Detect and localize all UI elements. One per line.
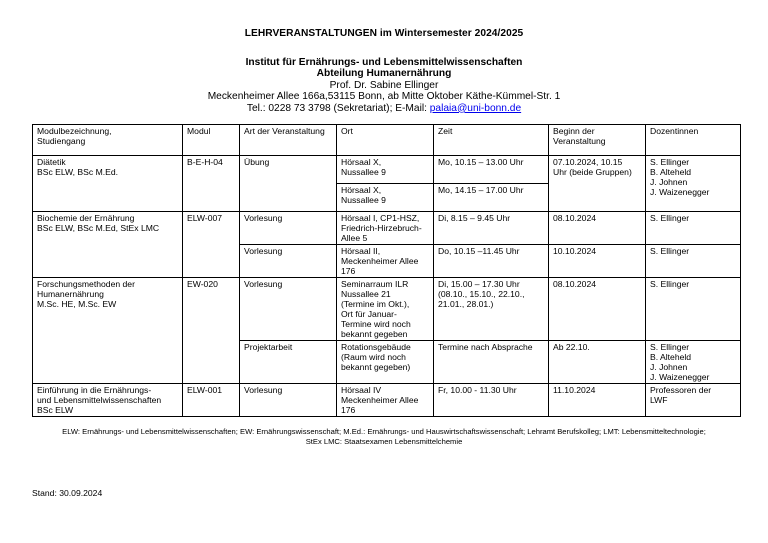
column-header: Ort <box>337 125 434 156</box>
cell-event-type: Übung <box>240 156 337 212</box>
table-header-row <box>33 125 741 156</box>
cell-lecturers: S. Ellinger B. Alteheld J. Johnen J. Waizenegger <box>646 156 741 212</box>
cell-event-type: Vorlesung <box>240 212 337 245</box>
cell-location: Hörsaal I, CP1-HSZ, Friedrich-Hirzebruch- Allee 5 <box>337 212 434 245</box>
cell-lecturers: S. Ellinger <box>646 212 741 245</box>
cell-time: Mo, 10.15 – 13.00 Uhr <box>434 156 549 184</box>
cell-location: Rotationsgebäude (Raum wird noch bekannt gegeben) <box>337 341 434 384</box>
cell-time: Di, 8.15 – 9.45 Uhr <box>434 212 549 245</box>
table-row <box>33 212 741 245</box>
footnote-line: ELW: Ernährungs- und Lebensmittelwissenschaften; EW: Ernährungswissenschaft; M.Ed.: Ernährungs- und Hauswirtschaftswissenschaft; Lehramt Berufskolleg; LMT: Lebensmitteltechnologie; <box>62 427 706 436</box>
address-line: Meckenheimer Allee 166a,53115 Bonn, ab Mitte Oktober Käthe-Kümmel-Str. 1 <box>207 91 561 103</box>
cell-lecturers: S. Ellinger B. Alteheld J. Johnen J. Waizenegger <box>646 341 741 384</box>
cell-start: Ab 22.10. <box>549 341 646 384</box>
table-row <box>33 384 741 417</box>
column-header: Zeit <box>434 125 549 156</box>
cell-time: Mo, 14.15 – 17.00 Uhr <box>434 184 549 212</box>
column-header: Art der Veranstaltung <box>240 125 337 156</box>
column-header: Modul <box>183 125 240 156</box>
cell-start: 08.10.2024 <box>549 278 646 341</box>
cell-module-name: Biochemie der Ernährung BSc ELW, BSc M.Ed, StEx LMC <box>33 212 183 278</box>
cell-location: Hörsaal IV Meckenheimer Allee 176 <box>337 384 434 417</box>
contact-phone: Tel.: 0228 73 3798 (Sekretariat); E-Mail: <box>246 102 430 114</box>
professor-name: Prof. Dr. Sabine Ellinger <box>329 79 439 91</box>
cell-time: Fr, 10.00 - 11.30 Uhr <box>434 384 549 417</box>
cell-module-name: Einführung in die Ernährungs- und Lebensmittelwissenschaften BSc ELW <box>33 384 183 417</box>
contact-line <box>0 103 768 114</box>
cell-time: Termine nach Absprache <box>434 341 549 384</box>
table-row <box>33 278 741 341</box>
document-title: LEHRVERANSTALTUNGEN im Wintersemester 2024/2025 <box>244 28 524 39</box>
cell-event-type: Vorlesung <box>240 278 337 341</box>
cell-start: 11.10.2024 <box>549 384 646 417</box>
cell-module-code: B-E-H-04 <box>183 156 240 212</box>
document-date: Stand: 30.09.2024 <box>32 488 103 498</box>
cell-start: 07.10.2024, 10.15 Uhr (beide Gruppen) <box>549 156 646 212</box>
cell-module-code: ELW-007 <box>183 212 240 278</box>
cell-module-name: Forschungsmethoden der Humanernährung M.Sc. HE, M.Sc. EW <box>33 278 183 384</box>
cell-location: Hörsaal X, Nussallee 9 <box>337 156 434 184</box>
email-link[interactable]: palaia@uni-bonn.de <box>429 102 522 114</box>
institute-name: Institut für Ernährungs- und Lebensmittelwissenschaften <box>245 57 523 68</box>
department-name: Abteilung Humanernährung <box>316 68 452 80</box>
cell-time: Do, 10.15 –11.45 Uhr <box>434 245 549 278</box>
cell-time: Di, 15.00 – 17.30 Uhr (08.10., 15.10., 22.10., 21.01., 28.01.) <box>434 278 549 341</box>
cell-location: Hörsaal II, Meckenheimer Allee 176 <box>337 245 434 278</box>
cell-module-name: Diätetik BSc ELW, BSc M.Ed. <box>33 156 183 212</box>
cell-module-code: ELW-001 <box>183 384 240 417</box>
abbreviation-footnote <box>0 427 768 447</box>
cell-location: Seminarraum ILR Nussallee 21 (Termine im Okt.), Ort für Januar- Termine wird noch bekannt gegeben <box>337 278 434 341</box>
table-row <box>33 156 741 184</box>
cell-module-code: EW-020 <box>183 278 240 384</box>
cell-lecturers: Professoren der LWF <box>646 384 741 417</box>
footnote-line: StEx LMC: Staatsexamen Lebensmittelchemie <box>305 437 463 446</box>
schedule-table <box>32 124 741 417</box>
cell-lecturers: S. Ellinger <box>646 245 741 278</box>
cell-start: 08.10.2024 <box>549 212 646 245</box>
institute-header <box>0 57 768 114</box>
cell-lecturers: S. Ellinger <box>646 278 741 341</box>
cell-event-type: Vorlesung <box>240 384 337 417</box>
cell-start: 10.10.2024 <box>549 245 646 278</box>
cell-event-type: Projektarbeit <box>240 341 337 384</box>
column-header: Modulbezeichnung, Studiengang <box>33 125 183 156</box>
column-header: Beginn der Veranstaltung <box>549 125 646 156</box>
cell-event-type: Vorlesung <box>240 245 337 278</box>
column-header: Dozentinnen <box>646 125 741 156</box>
cell-location: Hörsaal X, Nussallee 9 <box>337 184 434 212</box>
